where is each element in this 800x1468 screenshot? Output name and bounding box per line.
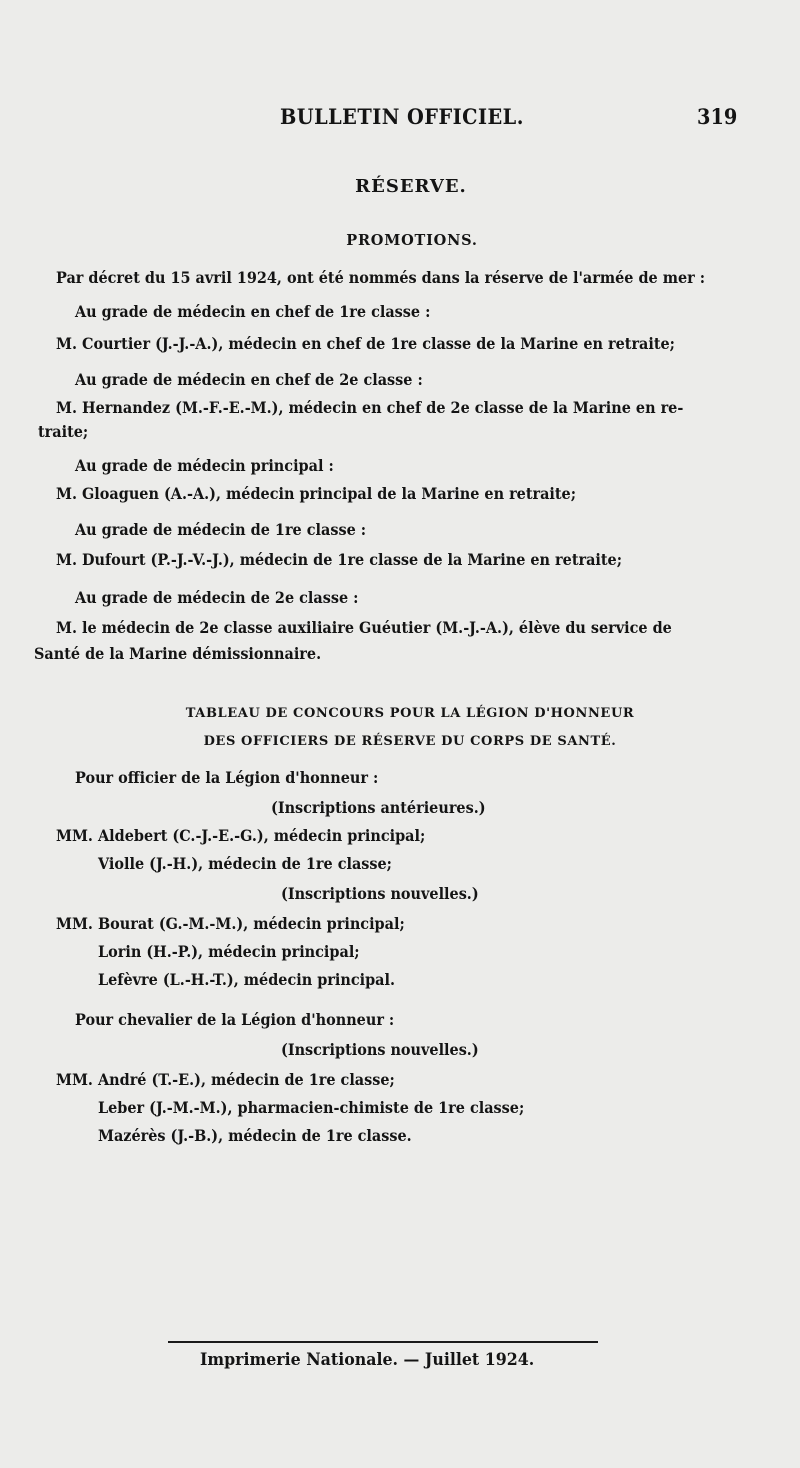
grade-label: Au grade de médecin en chef de 2e classe : bbox=[75, 370, 423, 389]
section-heading-reserve: RÉSERVE. bbox=[355, 176, 467, 197]
promotion-entry: M. Gloaguen (A.-A.), médecin principal de la Marine en retraite; bbox=[56, 484, 577, 503]
grade-label: Au grade de médecin en chef de 1re classe : bbox=[75, 302, 431, 321]
inscriptions-label: (Inscriptions nouvelles.) bbox=[281, 1040, 479, 1059]
page-number: 319 bbox=[697, 104, 738, 129]
nomination-entry: Violle (J.-H.), médecin de 1re classe; bbox=[98, 854, 393, 873]
grade-label: Au grade de médecin de 2e classe : bbox=[75, 588, 359, 607]
running-header: BULLETIN OFFICIEL. bbox=[280, 104, 524, 129]
nomination-entry: Mazérès (J.-B.), médecin de 1re classe. bbox=[98, 1126, 412, 1145]
promotion-entry: M. Hernandez (M.-F.-E.-M.), médecin en chef de 2e classe de la Marine en re- bbox=[56, 398, 684, 417]
footer-rule bbox=[168, 1341, 598, 1343]
tableau-heading-line-2: DES OFFICIERS DE RÉSERVE DU CORPS DE SANTÉ. bbox=[203, 734, 617, 749]
promotion-entry-continuation: Santé de la Marine démissionnaire. bbox=[34, 644, 322, 663]
rank-label-chevalier: Pour chevalier de la Légion d'honneur : bbox=[75, 1010, 395, 1029]
nomination-entry: MM. Bourat (G.-M.-M.), médecin principal; bbox=[56, 914, 405, 933]
promotion-entry-continuation: traite; bbox=[38, 422, 89, 441]
rank-label-officier: Pour officier de la Légion d'honneur : bbox=[75, 768, 379, 787]
nomination-entry: MM. Aldebert (C.-J.-E.-G.), médecin principal; bbox=[56, 826, 426, 845]
printer-imprint: Imprimerie Nationale. — Juillet 1924. bbox=[200, 1350, 535, 1370]
nomination-entry: Lorin (H.-P.), médecin principal; bbox=[98, 942, 360, 961]
promotion-entry: M. Dufourt (P.-J.-V.-J.), médecin de 1re classe de la Marine en retraite; bbox=[56, 550, 623, 569]
promotion-entry: M. Courtier (J.-J.-A.), médecin en chef de 1re classe de la Marine en retraite; bbox=[56, 334, 676, 353]
subheading-promotions: PROMOTIONS. bbox=[346, 232, 478, 249]
inscriptions-label: (Inscriptions antérieures.) bbox=[271, 798, 486, 817]
nomination-entry: Lefèvre (L.-H.-T.), médecin principal. bbox=[98, 970, 396, 989]
decree-paragraph: Par décret du 15 avril 1924, ont été nommés dans la réserve de l'armée de mer : bbox=[56, 268, 706, 287]
nomination-entry: MM. André (T.-E.), médecin de 1re classe; bbox=[56, 1070, 395, 1089]
grade-label: Au grade de médecin principal : bbox=[75, 456, 334, 475]
inscriptions-label: (Inscriptions nouvelles.) bbox=[281, 884, 479, 903]
tableau-heading-line-1: TABLEAU DE CONCOURS POUR LA LÉGION D'HONNEUR bbox=[185, 706, 635, 721]
promotion-entry: M. le médecin de 2e classe auxiliaire Guéutier (M.-J.-A.), élève du service de bbox=[56, 618, 672, 637]
grade-label: Au grade de médecin de 1re classe : bbox=[75, 520, 367, 539]
nomination-entry: Leber (J.-M.-M.), pharmacien-chimiste de 1re classe; bbox=[98, 1098, 525, 1117]
